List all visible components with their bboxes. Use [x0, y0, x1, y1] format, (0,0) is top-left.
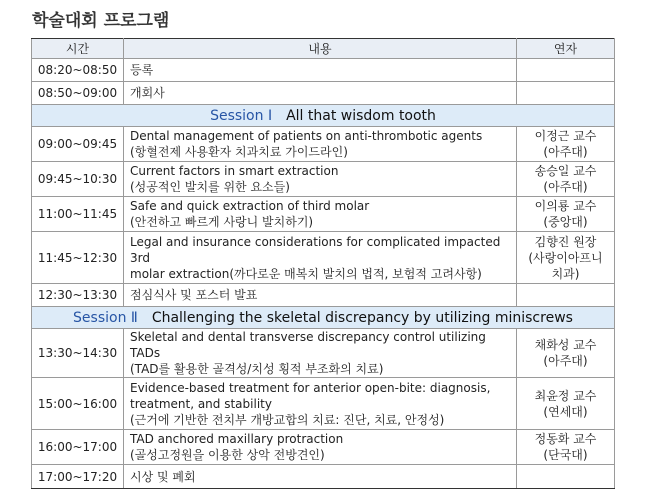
row-time: 12:30~13:30	[32, 284, 124, 307]
row-content	[124, 465, 517, 489]
session-number: Session Ⅰ	[210, 107, 273, 124]
row-speaker	[517, 59, 615, 82]
row-speaker	[517, 232, 615, 284]
speaker-affiliation: (사랑이아프니	[528, 250, 603, 265]
speaker-name: 최윤정 교수	[534, 388, 597, 403]
speaker-affiliation: (중앙대)	[543, 215, 588, 229]
table-row	[32, 82, 615, 105]
row-content	[124, 284, 517, 307]
content-line: Legal and insurance considerations for complicated impacted 3rd	[130, 234, 501, 265]
speaker-affiliation: 치과)	[551, 266, 580, 281]
session-title: Challenging the skeletal discrepancy by utilizing miniscrews	[151, 309, 573, 326]
row-content	[124, 127, 517, 162]
row-time: 16:00~17:00	[32, 430, 124, 465]
table-row	[32, 162, 615, 197]
table-row	[32, 378, 615, 430]
session-header	[32, 105, 615, 127]
program-table	[31, 38, 615, 489]
row-time: 09:00~09:45	[32, 127, 124, 162]
speaker-name: 송승일 교수	[534, 164, 597, 178]
table-row	[32, 329, 615, 378]
row-time: 08:20~08:50	[32, 59, 124, 82]
content-line: (성공적인 발치를 위한 요소들)	[130, 180, 290, 194]
row-time: 11:45~12:30	[32, 232, 124, 284]
row-time: 15:00~16:00	[32, 378, 124, 430]
row-content	[124, 162, 517, 197]
speaker-affiliation: (아주대)	[543, 145, 588, 159]
row-content	[124, 232, 517, 284]
header-speaker: 연자	[517, 39, 615, 59]
row-content	[124, 82, 517, 105]
content-line: 개회사	[130, 86, 165, 100]
content-line: Current factors in smart extraction	[130, 164, 339, 178]
speaker-affiliation: (아주대)	[543, 180, 588, 194]
content-line: (근거에 기반한 전치부 개방교합의 치료: 진단, 치료, 안정성)	[130, 412, 445, 427]
session-row	[32, 105, 615, 127]
table-row	[32, 232, 615, 284]
table-row	[32, 430, 615, 465]
row-content	[124, 59, 517, 82]
session-row	[32, 307, 615, 329]
speaker-affiliation: (아주대)	[543, 354, 588, 368]
table-row	[32, 465, 615, 489]
row-speaker	[517, 162, 615, 197]
row-speaker	[517, 465, 615, 489]
row-speaker	[517, 378, 615, 430]
table-header-row	[32, 39, 615, 59]
session-number: Session Ⅱ	[73, 309, 138, 326]
content-line: (항혈전제 사용환자 치과치료 가이드라인)	[130, 145, 348, 159]
content-line: Safe and quick extraction of third molar	[130, 199, 370, 213]
speaker-name: 이정근 교수	[534, 129, 597, 143]
row-speaker	[517, 430, 615, 465]
row-time: 08:50~09:00	[32, 82, 124, 105]
row-time: 09:45~10:30	[32, 162, 124, 197]
table-row	[32, 127, 615, 162]
row-time: 11:00~11:45	[32, 197, 124, 232]
speaker-affiliation: (단국대)	[543, 448, 588, 462]
content-line: Evidence-based treatment for anterior open-bite: diagnosis,	[130, 380, 491, 395]
speaker-name: 이의룡 교수	[534, 199, 597, 213]
row-content	[124, 430, 517, 465]
speaker-name: 김향진 원장	[534, 234, 597, 249]
content-line: 등록	[130, 63, 154, 77]
content-line: treatment, and stability	[130, 396, 272, 411]
page-title: 학술대회 프로그램	[32, 11, 170, 31]
row-speaker	[517, 127, 615, 162]
content-line: 점심식사 및 포스터 발표	[130, 288, 258, 302]
row-content	[124, 197, 517, 232]
row-content	[124, 329, 517, 378]
header-time: 시간	[32, 39, 124, 59]
table-row	[32, 59, 615, 82]
table-row	[32, 284, 615, 307]
speaker-name: 채화성 교수	[534, 338, 597, 352]
row-time: 17:00~17:20	[32, 465, 124, 489]
row-content	[124, 378, 517, 430]
content-line: TAD anchored maxillary protraction	[130, 432, 344, 446]
content-line: 시상 및 폐회	[130, 469, 196, 484]
content-line: Skeletal and dental transverse discrepancy control utilizing TADs	[130, 330, 486, 360]
speaker-affiliation: (연세대)	[543, 404, 588, 419]
content-line: (골성고정원을 이용한 상악 전방견인)	[130, 448, 325, 462]
row-speaker	[517, 197, 615, 232]
header-content: 내용	[124, 39, 517, 59]
row-speaker	[517, 329, 615, 378]
content-line: (안전하고 빠르게 사랑니 발치하기)	[130, 215, 314, 229]
row-speaker	[517, 284, 615, 307]
content-line: (TAD를 활용한 골격성/치성 횡적 부조화의 치료)	[130, 362, 384, 376]
speaker-name: 정동화 교수	[534, 432, 597, 446]
session-title: All that wisdom tooth	[286, 107, 436, 124]
session-header	[32, 307, 615, 329]
row-time: 13:30~14:30	[32, 329, 124, 378]
content-line: molar extraction(까다로운 매복치 발치의 법적, 보험적 고려사항)	[130, 266, 482, 281]
row-speaker	[517, 82, 615, 105]
table-row	[32, 197, 615, 232]
content-line: Dental management of patients on anti-thrombotic agents	[130, 129, 483, 143]
